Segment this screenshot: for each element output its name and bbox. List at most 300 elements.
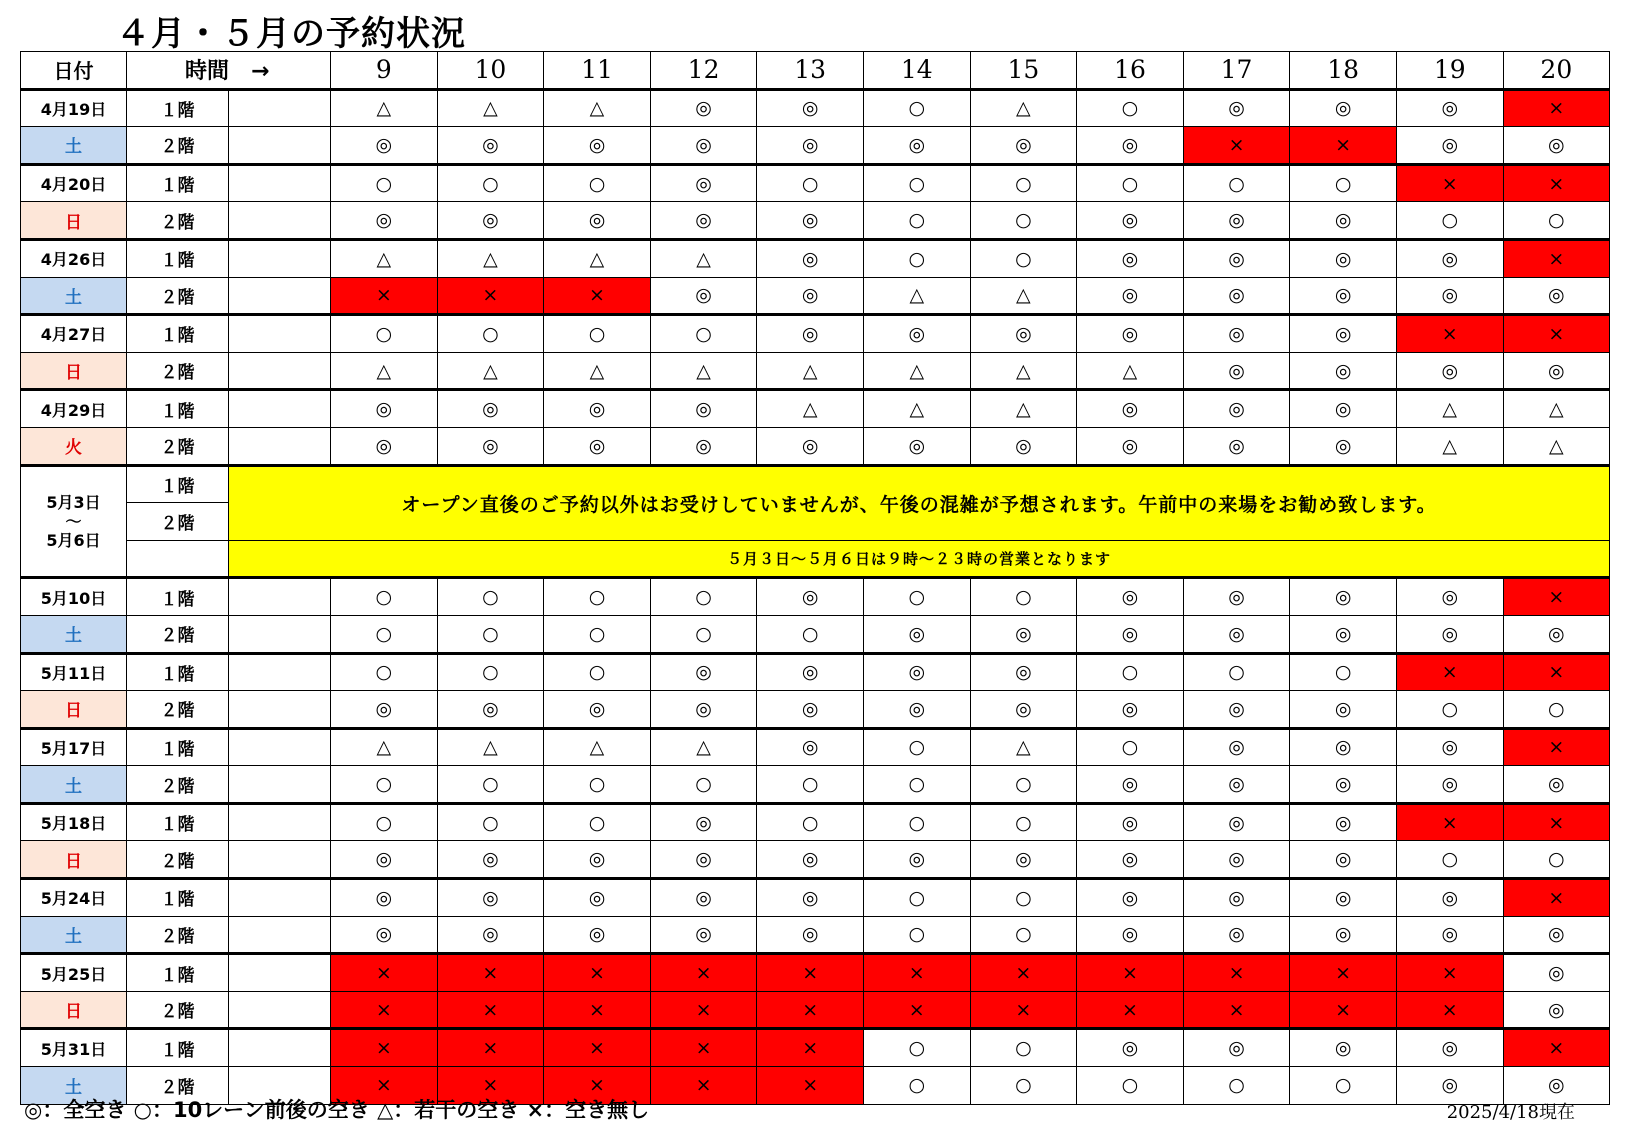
blank-cell [229,352,331,390]
date-cell: 5月24日 [21,879,127,917]
availability-cell: ○ [1077,1067,1184,1105]
availability-cell: ◎ [970,127,1077,165]
table-row [21,728,1610,766]
availability-cell: ◎ [437,427,544,465]
hour-header: 20 [1503,52,1610,90]
availability-cell: △ [970,728,1077,766]
availability-cell: × [1503,1029,1610,1067]
blank-cell [229,991,331,1029]
availability-cell: ◎ [757,89,864,127]
floor-cell: ２階 [127,352,229,390]
availability-cell: ◎ [1183,615,1290,653]
weekday-cell: 土 [21,127,127,165]
blank-cell [229,653,331,691]
availability-cell: ◎ [863,427,970,465]
availability-cell: ○ [437,164,544,202]
availability-cell: △ [544,89,651,127]
availability-cell: × [544,1067,651,1105]
date-cell: 5月17日 [21,728,127,766]
date-cell: 4月20日 [21,164,127,202]
availability-cell: × [970,954,1077,992]
blank-cell [229,277,331,315]
availability-cell: ◎ [650,653,757,691]
availability-cell: ◎ [757,277,864,315]
availability-cell: △ [331,239,438,277]
availability-cell: ◎ [437,127,544,165]
availability-cell: ◎ [1183,277,1290,315]
table-row [21,578,1610,616]
special-row [21,465,1610,503]
availability-cell: ○ [970,164,1077,202]
availability-cell: ◎ [863,691,970,729]
availability-cell: ◎ [1396,615,1503,653]
availability-cell: ○ [757,803,864,841]
availability-cell: ◎ [1077,841,1184,879]
table-row [21,315,1610,353]
availability-cell: × [1503,89,1610,127]
table-row [21,352,1610,390]
availability-cell: ◎ [1077,766,1184,804]
availability-cell: ○ [650,766,757,804]
weekday-cell: 土 [21,615,127,653]
blank-cell [229,89,331,127]
availability-cell: ◎ [863,127,970,165]
availability-cell: ◎ [1290,916,1397,954]
availability-cell: ○ [863,879,970,917]
availability-cell: ○ [331,803,438,841]
availability-cell: ◎ [1077,615,1184,653]
availability-cell: ◎ [1183,202,1290,240]
floor-cell: １階 [127,1029,229,1067]
availability-cell: ◎ [1396,766,1503,804]
availability-cell: ○ [437,653,544,691]
reservation-table [20,51,1610,1105]
blank-cell [229,202,331,240]
table-row [21,390,1610,428]
time-column-header: 時間 → [127,52,229,90]
availability-cell: ○ [970,1029,1077,1067]
availability-cell: ○ [437,803,544,841]
availability-cell: ○ [650,615,757,653]
availability-cell: ○ [437,315,544,353]
availability-cell: × [1077,954,1184,992]
availability-cell: ○ [437,578,544,616]
availability-cell: ◎ [1077,578,1184,616]
table-row [21,427,1610,465]
table-row [21,803,1610,841]
floor-cell: １階 [127,390,229,428]
availability-cell: × [1503,728,1610,766]
availability-cell: ◎ [1077,315,1184,353]
availability-cell: ◎ [544,691,651,729]
availability-cell: ◎ [1503,277,1610,315]
availability-cell: ○ [650,315,757,353]
availability-cell: △ [1396,390,1503,428]
availability-cell: ○ [1183,1067,1290,1105]
availability-cell: ◎ [544,841,651,879]
availability-cell: ◎ [1077,127,1184,165]
floor-cell: ２階 [127,916,229,954]
date-cell: 5月25日 [21,954,127,992]
floor-cell: ２階 [127,277,229,315]
availability-cell: △ [437,89,544,127]
availability-cell: △ [970,352,1077,390]
availability-cell: ◎ [650,841,757,879]
availability-cell: ○ [437,766,544,804]
availability-cell: ○ [1503,841,1610,879]
availability-cell: ◎ [1396,879,1503,917]
availability-cell: ◎ [1077,277,1184,315]
header-row [21,52,1610,90]
availability-cell: △ [650,352,757,390]
availability-cell: ◎ [331,202,438,240]
availability-cell: ◎ [970,315,1077,353]
availability-cell: ○ [863,89,970,127]
availability-cell: ○ [863,916,970,954]
availability-cell: ◎ [757,653,864,691]
availability-cell: ◎ [970,841,1077,879]
table-row [21,89,1610,127]
availability-cell: ◎ [1183,390,1290,428]
availability-cell: △ [863,277,970,315]
availability-cell: ◎ [650,202,757,240]
availability-cell: × [544,954,651,992]
availability-cell: ◎ [1503,766,1610,804]
availability-cell: × [331,1067,438,1105]
availability-cell: ◎ [1183,352,1290,390]
availability-cell: ◎ [650,390,757,428]
hour-header: 19 [1396,52,1503,90]
availability-cell: × [331,1029,438,1067]
availability-cell: ◎ [1396,578,1503,616]
availability-cell: × [331,954,438,992]
availability-cell: × [1183,127,1290,165]
weekday-cell: 日 [21,352,127,390]
availability-cell: ◎ [757,239,864,277]
availability-cell: △ [970,390,1077,428]
availability-cell: ◎ [650,164,757,202]
availability-cell: ◎ [1290,1029,1397,1067]
availability-cell: ◎ [1183,239,1290,277]
availability-cell: × [437,277,544,315]
hours-note-banner: ５月３日～５月６日は９時～２３時の営業となります [229,540,1610,578]
floor-cell: １階 [127,653,229,691]
availability-cell: ◎ [1183,691,1290,729]
availability-cell: ◎ [331,390,438,428]
blank-cell [127,540,229,578]
availability-cell: × [1503,578,1610,616]
blank-cell [229,916,331,954]
availability-cell: ○ [863,766,970,804]
as-of-date: 2025/4/18現在 [1446,1102,1575,1123]
availability-cell: ◎ [1290,879,1397,917]
floor-cell: １階 [127,164,229,202]
availability-cell: × [1077,991,1184,1029]
availability-cell: ◎ [437,841,544,879]
availability-cell: △ [437,352,544,390]
availability-cell: △ [544,239,651,277]
availability-cell: × [544,277,651,315]
availability-cell: ○ [331,578,438,616]
availability-cell: × [544,991,651,1029]
hour-header: 10 [437,52,544,90]
blank-cell [229,578,331,616]
availability-cell: ○ [1290,1067,1397,1105]
availability-cell: ○ [1077,164,1184,202]
availability-cell: △ [544,352,651,390]
availability-cell: × [757,1067,864,1105]
table-row [21,766,1610,804]
blank-cell [229,691,331,729]
availability-cell: ◎ [1503,1067,1610,1105]
availability-cell: ◎ [650,277,757,315]
availability-cell: ◎ [1290,691,1397,729]
blank-cell [229,390,331,428]
availability-cell: × [1396,991,1503,1029]
table-row [21,202,1610,240]
hour-header: 13 [757,52,864,90]
availability-cell: ◎ [650,879,757,917]
availability-cell: × [1503,315,1610,353]
availability-cell: △ [650,728,757,766]
weekday-cell: 日 [21,202,127,240]
availability-cell: ◎ [1396,916,1503,954]
date-tilde: ～ [65,511,82,531]
availability-cell: ◎ [650,89,757,127]
hour-header: 9 [331,52,438,90]
availability-cell: ◎ [1396,89,1503,127]
availability-cell: ◎ [437,390,544,428]
availability-cell: ○ [863,164,970,202]
table-row [21,879,1610,917]
date-column-header: 日付 [21,52,127,90]
table-row [21,615,1610,653]
blank-cell [229,766,331,804]
availability-cell: ○ [331,315,438,353]
availability-cell: △ [757,352,864,390]
availability-cell: ○ [1077,89,1184,127]
availability-cell: ◎ [970,653,1077,691]
availability-cell: ◎ [863,653,970,691]
availability-cell: ◎ [1183,766,1290,804]
availability-cell: × [650,1067,757,1105]
availability-cell: ◎ [1503,991,1610,1029]
availability-cell: ◎ [331,916,438,954]
availability-cell: × [437,954,544,992]
blank-cell [229,239,331,277]
availability-cell: ○ [1503,691,1610,729]
availability-cell: ◎ [1503,352,1610,390]
availability-cell: × [650,1029,757,1067]
availability-cell: ◎ [331,841,438,879]
availability-cell: ◎ [544,390,651,428]
availability-cell: ◎ [331,427,438,465]
availability-cell: ◎ [1183,578,1290,616]
availability-cell: ◎ [1396,127,1503,165]
table-row [21,916,1610,954]
availability-cell: △ [437,728,544,766]
table-row [21,239,1610,277]
date-cell: 4月19日 [21,89,127,127]
availability-cell: × [1290,954,1397,992]
availability-cell: ○ [544,766,651,804]
availability-cell: ◎ [1183,879,1290,917]
floor-cell: ２階 [127,841,229,879]
availability-cell: ◎ [1077,202,1184,240]
availability-cell: ○ [331,615,438,653]
availability-cell: ◎ [863,841,970,879]
availability-cell: ◎ [544,127,651,165]
availability-cell: ◎ [544,427,651,465]
availability-cell: △ [1396,427,1503,465]
floor-cell: １階 [127,89,229,127]
weekday-cell: 日 [21,841,127,879]
availability-cell: ○ [863,202,970,240]
table-row [21,277,1610,315]
availability-cell: ◎ [757,315,864,353]
availability-cell: ◎ [650,803,757,841]
floor-cell: １階 [127,578,229,616]
availability-cell: ◎ [1290,427,1397,465]
availability-cell: ○ [544,615,651,653]
availability-cell: ◎ [544,916,651,954]
floor-cell: １階 [127,954,229,992]
availability-cell: ○ [757,164,864,202]
blank-cell [229,127,331,165]
availability-cell: ◎ [970,691,1077,729]
availability-cell: ◎ [1503,954,1610,992]
floor-cell: １階 [127,728,229,766]
blank-cell [229,803,331,841]
availability-cell: ○ [544,653,651,691]
weekday-cell: 土 [21,766,127,804]
availability-cell: × [970,991,1077,1029]
availability-cell: × [1290,991,1397,1029]
blank-cell [229,1029,331,1067]
table-row [21,991,1610,1029]
availability-cell: ◎ [1290,89,1397,127]
availability-cell: × [1183,991,1290,1029]
availability-cell: ○ [1396,202,1503,240]
availability-cell: △ [1077,352,1184,390]
date-range-cell [21,465,127,578]
availability-cell: ◎ [1396,277,1503,315]
availability-cell: ○ [1396,841,1503,879]
table-row [21,164,1610,202]
blank-cell [229,841,331,879]
availability-cell: × [437,991,544,1029]
availability-cell: ○ [863,578,970,616]
availability-cell: △ [970,89,1077,127]
table-row [21,954,1610,992]
hour-header: 12 [650,52,757,90]
availability-cell: △ [757,390,864,428]
availability-cell: ○ [1183,653,1290,691]
availability-cell: × [650,991,757,1029]
availability-cell: ○ [863,239,970,277]
availability-cell: × [437,1067,544,1105]
availability-cell: ○ [757,766,864,804]
availability-cell: × [1503,653,1610,691]
date-cell: 5月31日 [21,1029,127,1067]
availability-cell: ◎ [1077,390,1184,428]
availability-cell: × [757,1029,864,1067]
blank-cell [229,164,331,202]
floor-cell: １階 [127,465,229,503]
blank-cell [229,879,331,917]
availability-cell: ◎ [331,691,438,729]
availability-cell: △ [331,352,438,390]
table-row [21,1029,1610,1067]
availability-cell: ○ [970,578,1077,616]
floor-cell: ２階 [127,427,229,465]
floor-cell: ２階 [127,503,229,541]
availability-cell: × [1503,239,1610,277]
availability-cell: ◎ [1396,1029,1503,1067]
floor-cell: ２階 [127,127,229,165]
availability-cell: ○ [1077,653,1184,691]
availability-cell: × [1396,164,1503,202]
availability-cell: ◎ [1183,841,1290,879]
weekday-cell: 日 [21,991,127,1029]
availability-cell: ○ [970,239,1077,277]
availability-cell: ◎ [437,916,544,954]
availability-cell: ◎ [544,879,651,917]
date-cell: 4月27日 [21,315,127,353]
availability-cell: ○ [970,803,1077,841]
availability-cell: ◎ [1396,728,1503,766]
availability-cell: × [1503,803,1610,841]
availability-cell: × [1396,315,1503,353]
availability-cell: ○ [544,164,651,202]
hour-header: 18 [1290,52,1397,90]
availability-cell: ◎ [970,615,1077,653]
availability-cell: ○ [331,164,438,202]
hour-header: 11 [544,52,651,90]
availability-cell: ○ [1183,164,1290,202]
date-cell: 5月18日 [21,803,127,841]
availability-cell: △ [331,89,438,127]
availability-cell: ○ [1503,202,1610,240]
availability-cell: ◎ [1183,728,1290,766]
page-title: ４月・５月の予約状況 [116,14,466,54]
availability-cell: ◎ [650,691,757,729]
availability-cell: ○ [970,879,1077,917]
blank-cell [229,427,331,465]
availability-cell: × [331,991,438,1029]
availability-cell: ◎ [1077,1029,1184,1067]
availability-cell: × [1396,803,1503,841]
availability-cell: ○ [970,916,1077,954]
availability-cell: × [331,277,438,315]
availability-cell: ◎ [1290,841,1397,879]
availability-cell: ○ [863,1029,970,1067]
availability-cell: ◎ [437,879,544,917]
floor-cell: １階 [127,803,229,841]
availability-cell: ◎ [757,728,864,766]
availability-cell: ○ [970,1067,1077,1105]
availability-cell: ○ [650,578,757,616]
availability-cell: ○ [970,202,1077,240]
availability-cell: △ [863,352,970,390]
availability-cell: ◎ [1077,239,1184,277]
availability-cell: ◎ [1290,277,1397,315]
availability-cell: ◎ [1077,427,1184,465]
availability-cell: ◎ [1290,352,1397,390]
date-cell: 4月29日 [21,390,127,428]
floor-cell: ２階 [127,991,229,1029]
availability-cell: △ [331,728,438,766]
